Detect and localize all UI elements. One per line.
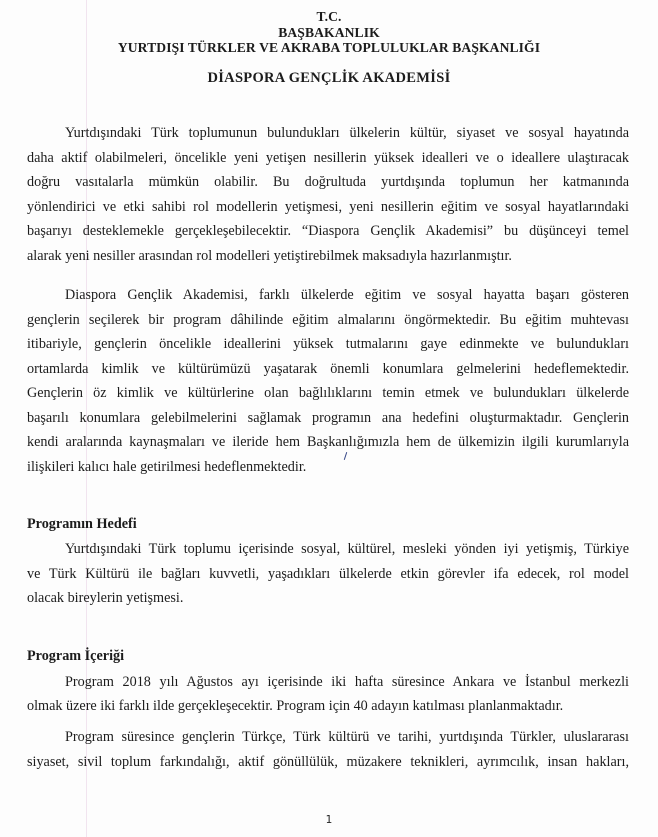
text-line: olacak bireylerin yetişmesi. [27,590,184,606]
text-line: alarak yeni nesiller arasından rol modelleri yetiştirebilmek maksadıyla hazırlanmıştır. [27,248,512,264]
section-heading-content: Program İçeriği [27,648,125,664]
header-department: YURTDIŞI TÜRKLER VE AKRABA TOPLULUKLAR BAŞKANLIĞI [117,40,541,55]
text-line: ortamlarda kimlik ve kültürümüzü yaşatarak önemli konumlara gelmelerini hedeflemektedir. [27,361,629,377]
header-tc: T.C. [316,9,342,24]
text-line: kendi aralarında kaynaşmaları ve ileride hem Başkanlığımızla hem de ülkemizin ilgili kurumlarıyla [27,434,629,450]
text-line: Diaspora Gençlik Akademisi, farklı ülkelerde eğitim ve sosyal hayatta başarı gösteren [65,287,629,303]
page-number: 1 [325,814,333,826]
text-line: siyaset, sivil toplum farkındalığı, aktif gönüllülük, müzakere teknikleri, ayrımcılık, insan hakları, [27,754,629,770]
text-line: Yurtdışındaki Türk toplumunun bulundukları ülkelerin kültür, siyaset ve sosyal hayatında [65,125,629,141]
header-ministry: BAŞBAKANLIK [278,25,380,40]
text-line: Program süresince gençlerin Türkçe, Türk kültürü ve tarihi, yurtdışında Türkler, uluslararası [65,729,629,745]
document-title: DİASPORA GENÇLİK AKADEMİSİ [207,70,451,86]
text-line: Program 2018 yılı Ağustos ayı içerisinde iki hafta süresince Ankara ve İstanbul merkezli [65,674,629,690]
section-heading-goal: Programın Hedefi [27,516,137,532]
text-line: başarılı konumlara gelebilmelerini sağlamak programın ana hedefini oluşturmaktadır. Gençlerin [27,410,629,426]
text-line: itibariyle, gençlerin öncelikle ideallerini yüksek tutmalarını gaye edinmekte ve bulundukları [27,336,629,352]
text-line: Gençlerin öz kimlik ve kültürlerine olan bağlılıklarını temin etmek ve bulundukları ülkelerde [27,385,629,401]
text-line: doğru vasıtalarla mümkün olabilir. Bu doğrultuda yurtdışında toplumun her katmanında [27,174,629,190]
text-line: ilişkileri kalıcı hale getirilmesi hedeflenmektedir. [27,459,307,475]
text-line: ve Türk Kültürü ile bağları kuvvetli, yaşadıkları ülkelerde etkin görevler ifa edecek, rol model [27,566,629,582]
text-line: başarıyı desteklemekle gerçekleşebilecektir. “Diaspora Gençlik Akademisi” bu düşünceyi temel [27,223,629,239]
text-line: yönlendirici ve etki sahibi rol modellerin yetişmesi, yeni nesillerin eğitim ve sosyal hayatlarındaki [27,199,629,215]
text-line: Yurtdışındaki Türk toplumu içerisinde sosyal, kültürel, mesleki yönden iyi yetişmiş, Türkiye [65,541,629,557]
text-line: olmak üzere iki farklı ilde gerçekleşecektir. Program için 40 adayın katılması planlanmaktadır. [27,698,564,714]
text-line: daha aktif olabilmeleri, öncelikle yeni yetişen nesillerin yüksek idealleri ve o ideallere ulaştıracak [27,150,629,166]
text-line: gençlerin seçilerek bir program dâhilinde eğitim almalarını öngörmektedir. Bu eğitim muhtevası [27,312,629,328]
